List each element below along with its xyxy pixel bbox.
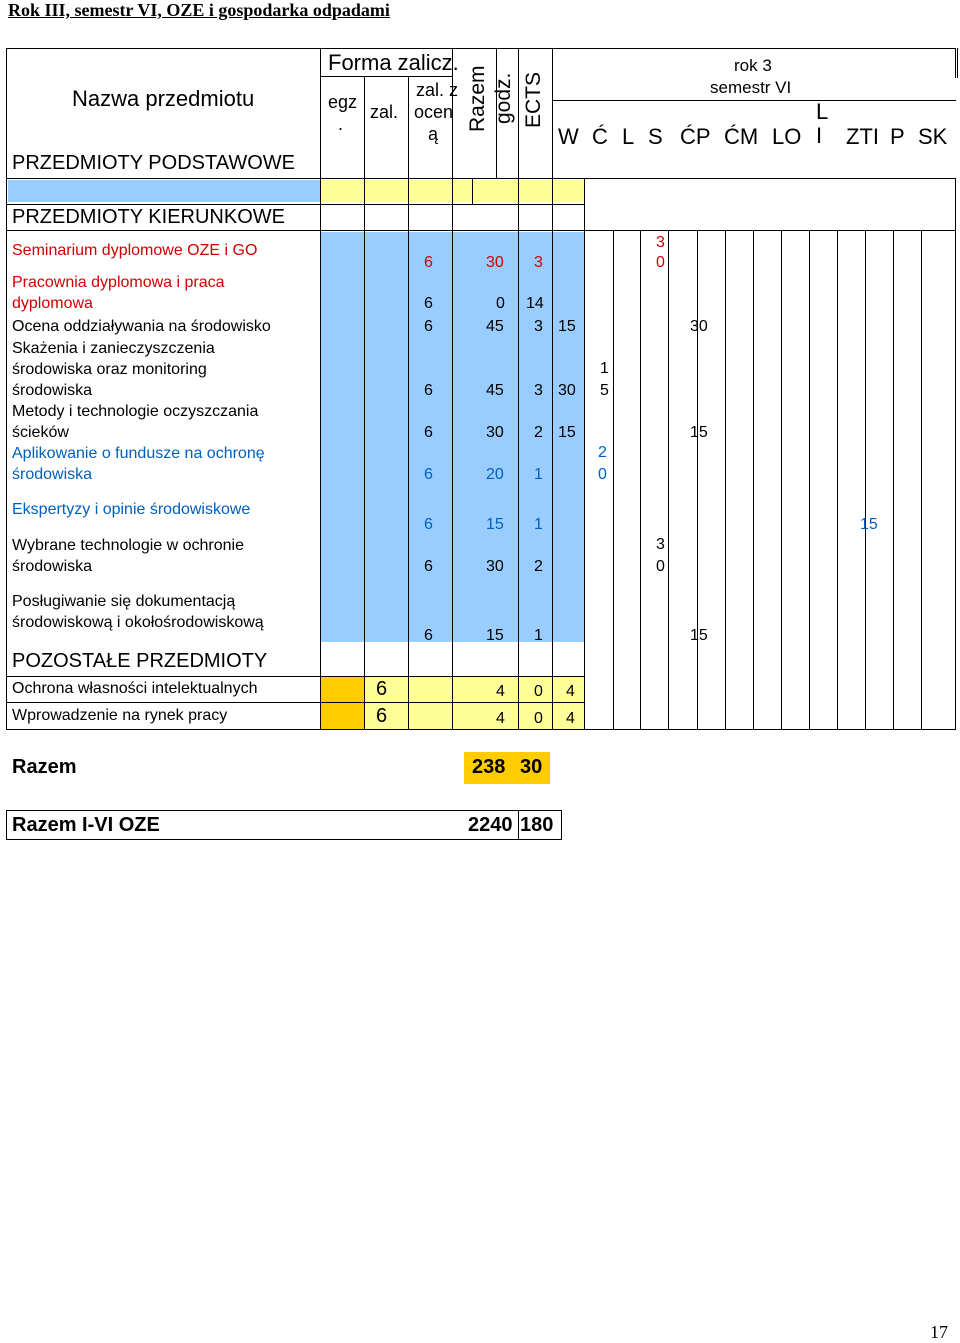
row-c-top: 1 <box>600 360 609 377</box>
other-row-ects: 0 <box>534 710 543 727</box>
row-name: Ocena oddziaływania na środowisko <box>12 318 271 335</box>
row-name: Seminarium dyplomowe OZE i GO <box>12 242 258 259</box>
col-sk: SK <box>918 124 948 149</box>
row-extra-bot: 0 <box>656 254 665 271</box>
row-zal-z-ocena: 6 <box>424 295 433 312</box>
row-zal-z-ocena: 6 <box>424 424 433 441</box>
row-name: Ekspertyzy i opinie środowiskowe <box>12 501 251 518</box>
row-name-2: środowiska <box>12 466 93 483</box>
row-ects: 3 <box>534 382 543 399</box>
row-zal-z-ocena: 6 <box>424 627 433 644</box>
row-lo: 15 <box>690 424 708 441</box>
other-row-razem: 4 <box>496 710 505 727</box>
row-ects: 3 <box>534 318 543 335</box>
row-zal-z-ocena: 6 <box>424 466 433 483</box>
col-w: W <box>558 124 579 149</box>
row-c-top: 2 <box>598 444 607 461</box>
subject-name-header: Nazwa przedmiotu <box>72 86 255 111</box>
row-sk: 15 <box>860 516 878 533</box>
row-zal-z-ocena: 6 <box>424 516 433 533</box>
row-zal-z-ocena: 6 <box>424 254 433 271</box>
row-zal-z-ocena: 6 <box>424 318 433 335</box>
row-lo: 15 <box>690 627 708 644</box>
razem-all-label: Razem I-VI OZE <box>12 814 160 836</box>
section-kierunkowe: PRZEDMIOTY KIERUNKOWE <box>12 206 285 228</box>
row-extra-top: 3 <box>656 536 665 553</box>
row-ects: 1 <box>534 516 543 533</box>
row-name: Metody i technologie oczyszczania <box>12 403 259 420</box>
page-number: 17 <box>930 1322 948 1342</box>
row-razem: 20 <box>486 466 504 483</box>
row-zal-z-ocena: 6 <box>424 558 433 575</box>
col-lo: LO <box>772 124 802 149</box>
row-ects: 1 <box>534 627 543 644</box>
col-l: L <box>622 124 635 149</box>
row-razem: 45 <box>486 382 504 399</box>
row-razem: 0 <box>496 295 505 312</box>
zal-z-ocena-header-3: ą <box>428 124 439 144</box>
col-cp: ĆP <box>680 124 711 149</box>
semester-header: semestr VI <box>710 78 792 97</box>
egz-header-dot: . <box>338 114 344 134</box>
row-name-2: środowiska <box>12 558 93 575</box>
row-razem: 30 <box>486 424 504 441</box>
podstawowe-fill-name <box>8 180 320 202</box>
row-name: Posługiwanie się dokumentacją <box>12 593 236 610</box>
col-s: S <box>648 124 663 149</box>
row-name: Wybrane technologie w ochronie <box>12 537 244 554</box>
forma-zalicz-header: Forma zalicz. <box>328 50 459 75</box>
razem-godz-header-2: godz. <box>492 72 515 124</box>
row-name: Skażenia i zanieczyszczenia <box>12 340 215 357</box>
col-li: LI <box>816 99 829 148</box>
row-name: Aplikowanie o fundusze na ochronę <box>12 445 265 462</box>
row-lo: 30 <box>690 318 708 335</box>
row-ects: 14 <box>526 295 544 312</box>
row-name-2: ścieków <box>12 424 69 441</box>
row-name-2: środowiskową i okołośrodowiskową <box>12 614 264 631</box>
other-row-zal: 6 <box>376 705 388 727</box>
col-c: Ć <box>592 124 608 149</box>
row-name-3: środowiska <box>12 382 93 399</box>
row-ects: 2 <box>534 558 543 575</box>
row-zal-z-ocena: 6 <box>424 382 433 399</box>
page-title: Rok III, semestr VI, OZE i gospodarka odpadami <box>8 0 390 20</box>
row-ects: 1 <box>534 466 543 483</box>
row-c-bot: 0 <box>598 466 607 483</box>
col-zti: ZTI <box>846 124 879 149</box>
other-row-razem: 4 <box>496 683 505 700</box>
row-razem: 45 <box>486 318 504 335</box>
other-row-zal: 6 <box>376 678 388 700</box>
other-row-w: 4 <box>566 683 575 700</box>
razem-label: Razem <box>12 756 77 778</box>
row-name: Pracownia dyplomowa i praca <box>12 274 225 291</box>
row-razem: 30 <box>486 558 504 575</box>
other-row-name: Ochrona własności intelektualnych <box>12 680 258 697</box>
col-p: P <box>890 124 905 149</box>
row-w: 15 <box>558 318 576 335</box>
other-row-w: 4 <box>566 710 575 727</box>
row-name-2: dyplomowa <box>12 295 93 312</box>
col-cm: ĆM <box>724 124 759 149</box>
razem-all-ects: 180 <box>520 814 554 836</box>
row-w: 30 <box>558 382 576 399</box>
section-pozostale: POZOSTAŁE PRZEDMIOTY <box>12 650 268 672</box>
row-extra-top: 3 <box>656 234 665 251</box>
zal-z-ocena-header-1: zal. z <box>416 80 459 100</box>
other-row-ects: 0 <box>534 683 543 700</box>
row-c-bot: 5 <box>600 382 609 399</box>
razem-godz-header-1: Razem <box>466 65 489 132</box>
row-ects: 2 <box>534 424 543 441</box>
other-row-name: Wprowadzenie na rynek pracy <box>12 707 228 724</box>
row-name-2: środowiska oraz monitoring <box>12 361 207 378</box>
razem-ects: 30 <box>520 756 543 778</box>
egz-header: egz <box>328 92 358 112</box>
row-ects: 3 <box>534 254 543 271</box>
razem-godz: 238 <box>472 756 506 778</box>
ects-header: ECTS <box>522 71 545 128</box>
zal-header: zal. <box>370 102 399 122</box>
row-extra-bot: 0 <box>656 558 665 575</box>
row-razem: 15 <box>486 627 504 644</box>
year-header: rok 3 <box>734 56 772 75</box>
razem-all-godz: 2240 <box>468 814 513 836</box>
row-w: 15 <box>558 424 576 441</box>
pozostale-fill-zal <box>320 676 364 730</box>
row-razem: 15 <box>486 516 504 533</box>
row-razem: 30 <box>486 254 504 271</box>
zal-z-ocena-header-2: ocen <box>414 102 454 122</box>
section-podstawowe: PRZEDMIOTY PODSTAWOWE <box>12 152 295 174</box>
